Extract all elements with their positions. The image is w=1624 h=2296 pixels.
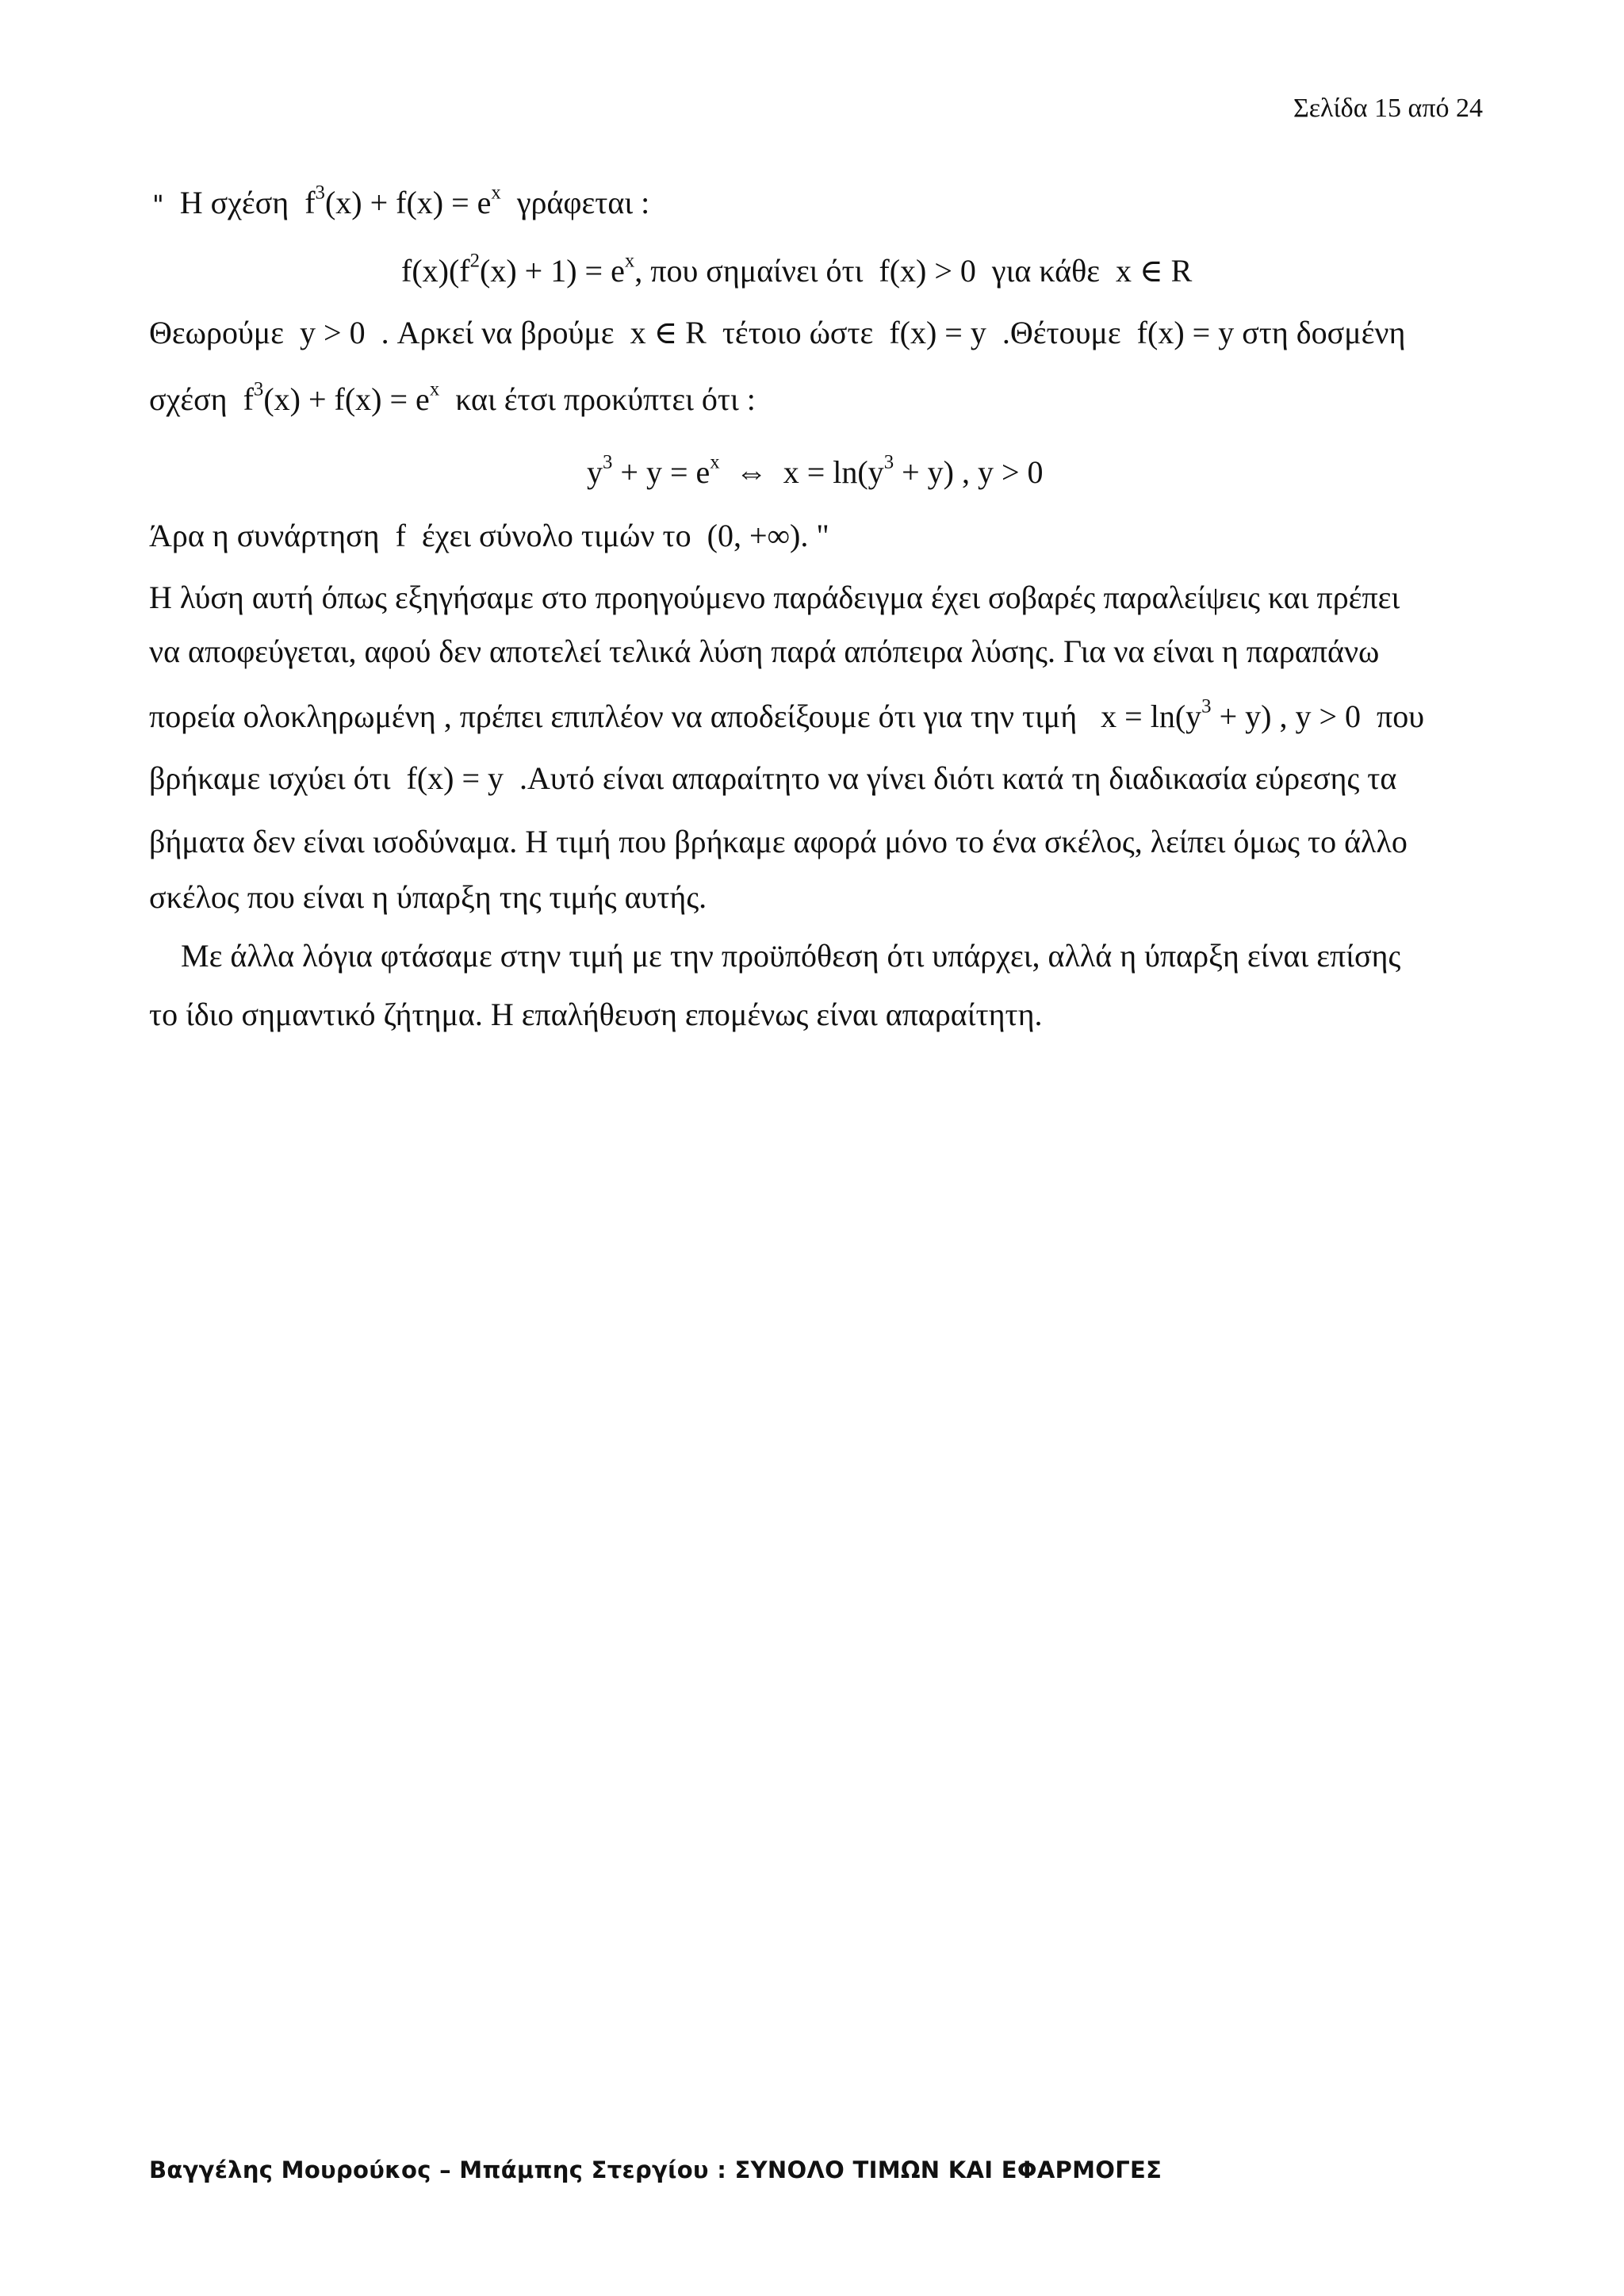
paragraph-1-line-1: Η λύση αυτή όπως εξηγήσαμε στο προηγούμενο παράδειγμα έχει σοβαρές παραλείψεις και πρέπει <box>149 580 1400 615</box>
math-equation: $f^3(x) + f(x) = e^x$ <box>243 378 440 417</box>
quote-line-2: $f(x)(f^2(x) + 1) = e^x$, που σημαίνει ότι f(x) > 0 για κάθε x ∈ R <box>401 250 1193 289</box>
paragraph-1-line-6: σκέλος που είναι η ύπαρξη της τιμής αυτής. <box>149 879 707 915</box>
math-expression: f(x) > 0 <box>879 253 976 289</box>
math-equation: $x = \ln(y^3 + y)$ , y > 0 <box>1101 695 1361 734</box>
math-expression: x ∈ R <box>1116 253 1193 289</box>
paragraph-1-line-2: να αποφεύγεται, αφού δεν αποτελεί τελικά λύση παρά απόπειρα λύσης. Για να είναι η παραπάνω <box>149 633 1380 669</box>
page-number: Σελίδα 15 από 24 <box>1293 94 1483 123</box>
paragraph-2-line-2: το ίδιο σημαντικό ζήτημα. Η επαλήθευση επομένως είναι απαραίτητη. <box>149 997 1043 1032</box>
paragraph-2-line-1: Με άλλα λόγια φτάσαμε στην τιμή με την προϋπόθεση ότι υπάρχει, αλλά η ύπαρξη είναι επίσης <box>181 938 1401 974</box>
quote-line-6: Άρα η συνάρτηση f έχει σύνολο τιμών το (0, +∞). " <box>149 518 829 553</box>
math-equation: $f^3(x) + f(x) = e^x$ <box>304 182 501 220</box>
math-equation: $y^3 + y = e^x$ ⇔ $x = \ln(y^3 + y)$ , y > 0 <box>587 451 1044 490</box>
quote-line-1: " Η σχέση $f^3(x) + f(x) = e^x$ γράφεται : <box>152 182 650 220</box>
paragraph-1-line-3: πορεία ολοκληρωμένη , πρέπει επιπλέον να αποδείξουμε ότι για την τιμή $x = \ln(y^3 + y)$ , y > 0 που <box>149 695 1424 734</box>
quote-line-4: σχέση $f^3(x) + f(x) = e^x$ και έτσι προκύπτει ότι : <box>149 378 756 417</box>
quote-line-3: Θεωρούμε y > 0 . Αρκεί να βρούμε x ∈ R τέτοιο ώστε f(x) = y .Θέτουμε f(x) = y στη δοσμένη <box>149 315 1406 350</box>
quote-line-5-equation <box>587 453 1044 492</box>
math-equation: $f(x)(f^2(x) + 1) = e^x$ <box>401 250 635 289</box>
paragraph-1-line-4: βρήκαμε ισχύει ότι f(x) = y .Αυτό είναι απαραίτητο να γίνει διότι κατά τη διαδικασία εύρεσης τα <box>149 760 1397 796</box>
paragraph-1-line-5: βήματα δεν είναι ισοδύναμα. Η τιμή που βρήκαμε αφορά μόνο το ένα σκέλος, λείπει όμως το άλλο <box>149 824 1408 859</box>
footer-authors-title: Βαγγέλης Μουρούκος – Μπάμπης Στεργίου : ΣΥΝΟΛΟ ΤΙΜΩΝ ΚΑΙ ΕΦΑΡΜΟΓΕΣ <box>149 2156 1162 2183</box>
